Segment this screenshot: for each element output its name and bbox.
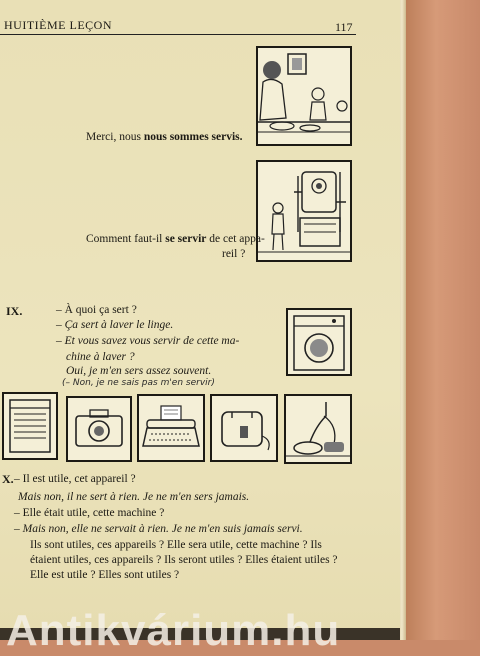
ex10-line-1: – Il est utile, cet appareil ? (14, 473, 136, 485)
washing-machine-illustration (286, 308, 352, 376)
dishwasher-illustration (2, 392, 58, 460)
header-rule (0, 34, 356, 35)
handwritten-note: (– Non, je ne sais pas m'en servir) (62, 378, 215, 388)
watermark-text: Antikvárium.hu (6, 606, 341, 655)
ex10-line-5: Ils sont utiles, ces appareils ? Elle sera utile, cette machine ? Ils (30, 539, 322, 551)
caption-2-line2: reil ? (222, 248, 246, 260)
toaster-illustration (210, 394, 278, 462)
camera-illustration (66, 396, 132, 462)
ex9-line-1: – À quoi ça sert ? (56, 304, 137, 316)
ex10-line-6: étaient utiles, ces appareils ? Ils seront utiles ? Elles étaient utiles ? (30, 554, 338, 566)
caption-1-bold: nous sommes servis. (143, 131, 243, 143)
ex10-line-7: Elle est utile ? Elles sont utiles ? (30, 569, 180, 581)
chapter-header: HUITIÈME LEÇON (4, 18, 112, 32)
ex9-line-5: Oui, je m'en sers assez souvent. (66, 365, 212, 377)
background-wood (400, 0, 480, 640)
ex9-line-3: – Et vous savez vous servir de cette ma- (56, 335, 240, 347)
caption-1-text: Merci, nous (86, 131, 144, 143)
typewriter-illustration (137, 394, 205, 462)
vacuum-cleaner-illustration (284, 394, 352, 464)
ex10-line-4: – Mais non, elle ne servait à rien. Je ne m'en suis jamais servi. (14, 523, 303, 535)
exercise-10-number: X. (2, 472, 14, 486)
ex9-line-2: – Ça sert à laver le linge. (56, 319, 174, 331)
caption-2-post: de cet appa- (206, 233, 265, 245)
page-number: 117 (335, 20, 353, 34)
caption-2-bold: se servir (165, 233, 207, 245)
caption-1 (86, 130, 243, 144)
ex10-line-3: – Elle était utile, cette machine ? (14, 507, 165, 519)
exercise-9-number: IX. (6, 304, 23, 318)
boiler-scene-illustration (256, 160, 352, 262)
caption-2-text: Comment faut-il (86, 233, 166, 245)
caption-2 (86, 232, 265, 246)
dinner-scene-illustration (256, 46, 352, 146)
ex10-line-2: Mais non, il ne sert à rien. Je ne m'en sers jamais. (18, 491, 250, 503)
ex9-line-4: chine à laver ? (66, 351, 135, 363)
